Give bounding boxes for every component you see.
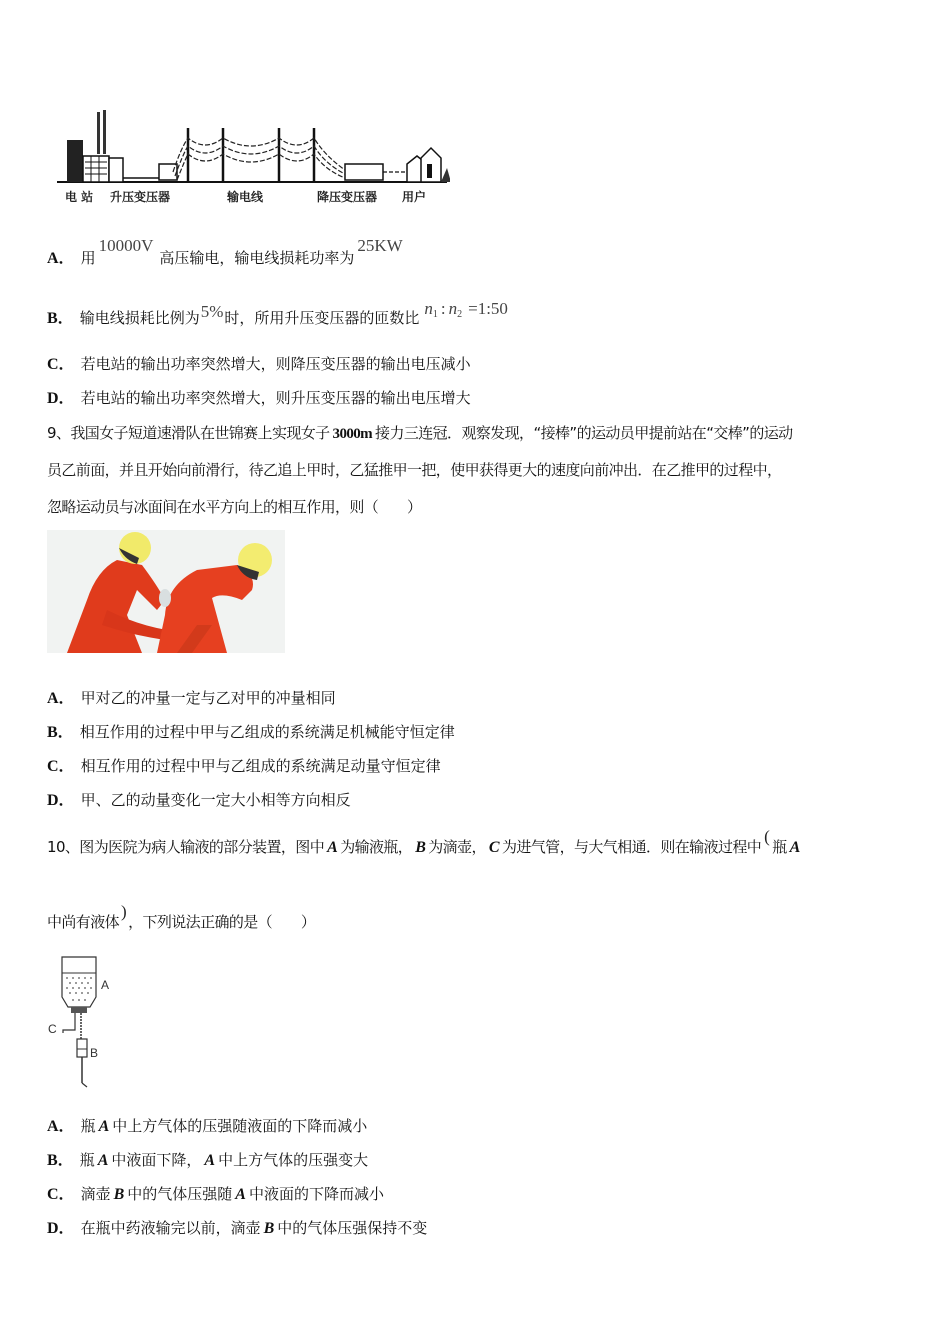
math-power: 25KW — [357, 236, 403, 255]
q9-stem-line2: 员乙前面，并且开始向前滑行，待乙追上甲时，乙猛推甲一把，使甲获得更大的速度向前冲出．在乙推甲的过程中， — [47, 461, 782, 479]
stem-text: 为进气管，与大气相通．则在输液过程中 — [501, 838, 762, 856]
option-text: 相互作用的过程中甲与乙组成的系统满足动量守恒定律 — [80, 757, 441, 775]
option-label: B． — [47, 310, 74, 327]
q10-stem-line2 — [47, 902, 316, 932]
option-label: A． — [47, 690, 75, 707]
label-transmission-line: 输电线 — [227, 190, 264, 204]
math-ratio-sep: : — [440, 299, 446, 318]
q8-option-d[interactable] — [47, 388, 471, 409]
label-step-up-transformer: 升压变压器 — [110, 190, 171, 204]
q8-option-b[interactable] — [47, 299, 508, 331]
stem-text: 中尚有液体 — [47, 913, 120, 931]
stem-text: 接力三连冠．观察发现，“接棒”的运动员甲提前站在“交棒”的运动 — [375, 424, 793, 442]
q9-stem-line1 — [47, 423, 793, 444]
math-n1: n — [424, 299, 433, 318]
option-label: D． — [47, 390, 75, 407]
option-text: 中的气体压强随 — [127, 1185, 233, 1203]
option-text: 若电站的输出功率突然增大，则升压变压器的输出电压增大 — [80, 389, 471, 407]
math-voltage: 10000V — [98, 236, 154, 255]
label-b: B — [90, 1046, 99, 1060]
math-n2: n — [448, 299, 458, 318]
option-text: 中液面的下降而减小 — [248, 1185, 384, 1203]
label-step-down-transformer: 降压变压器 — [317, 190, 378, 204]
option-text: 用 — [80, 249, 96, 267]
var-a: A — [204, 1152, 216, 1169]
q10-option-c[interactable] — [47, 1184, 384, 1205]
option-text: 中的气体压强保持不变 — [277, 1219, 428, 1237]
option-text: 在瓶中药液输完以前，滴壶 — [80, 1219, 261, 1237]
math-ratio-value: =1:50 — [468, 299, 508, 318]
q10-option-d[interactable] — [47, 1218, 427, 1239]
power-transmission-diagram — [55, 108, 450, 188]
option-text: 若电站的输出功率突然增大，则降压变压器的输出电压减小 — [80, 355, 471, 373]
option-label: A． — [47, 250, 75, 267]
label-power-station: 电 站 — [65, 190, 94, 204]
option-text: 中上方气体的压强变大 — [218, 1151, 369, 1169]
stem-text: 为输液瓶， — [340, 838, 413, 856]
option-text: 甲、乙的动量变化一定大小相等方向相反 — [80, 791, 351, 809]
option-label: D． — [47, 1220, 75, 1237]
option-text: 滴壶 — [80, 1185, 111, 1203]
stem-text: 瓶 — [772, 838, 787, 856]
paren-open: ( — [764, 827, 770, 846]
option-label: B． — [47, 724, 74, 741]
q10-stem-line1 — [47, 827, 803, 858]
stem-text: ，下列说法正确的是（ ） — [128, 913, 316, 931]
q9-option-c[interactable] — [47, 756, 441, 777]
option-text: 时，所用升压变压器的匝数比 — [224, 309, 420, 327]
iv-drip-diagram — [45, 955, 125, 1090]
question-number: 10、 — [47, 838, 80, 856]
option-text: 瓶 — [79, 1151, 95, 1169]
option-text: 相互作用的过程中甲与乙组成的系统满足机械能守恒定律 — [79, 723, 455, 741]
q9-stem-line3: 忽略运动员与冰面间在水平方向上的相互作用，则（ ） — [47, 498, 422, 516]
q9-option-d[interactable] — [47, 790, 351, 811]
distance-value: 3000m — [332, 426, 373, 442]
label-c: C — [48, 1022, 57, 1036]
skaters-illustration — [47, 530, 285, 653]
q8-option-a[interactable] — [47, 236, 403, 269]
option-label: C． — [47, 356, 75, 373]
stem-text: 为滴壶， — [428, 838, 486, 856]
speed-skaters-photo — [47, 530, 285, 653]
var-b: B — [415, 839, 426, 856]
option-label: C． — [47, 1186, 75, 1203]
var-c: C — [488, 839, 499, 856]
option-label: A． — [47, 1118, 75, 1135]
option-label: D． — [47, 792, 75, 809]
option-text: 中液面下降， — [111, 1151, 202, 1169]
var-a: A — [97, 1152, 109, 1169]
var-b: B — [263, 1220, 275, 1237]
var-a: A — [789, 839, 800, 856]
option-text: 甲对乙的冲量一定与乙对甲的冲量相同 — [80, 689, 336, 707]
label-user: 用户 — [402, 190, 427, 204]
var-a: A — [235, 1186, 246, 1203]
stem-text: 图为医院为病人输液的部分装置，图中 — [79, 838, 325, 856]
var-b: B — [113, 1186, 125, 1203]
q8-option-c[interactable] — [47, 354, 471, 375]
option-text: 高压输电，输电线损耗功率为 — [159, 249, 355, 267]
option-text: 输电线损耗比例为 — [79, 309, 200, 327]
math-percent: 5% — [200, 302, 224, 321]
q9-option-a[interactable] — [47, 688, 336, 709]
power-transmission-figure — [55, 108, 450, 208]
option-text: 中上方气体的压强随液面的下降而减小 — [112, 1117, 368, 1135]
label-a: A — [101, 978, 110, 992]
q9-option-b[interactable] — [47, 722, 455, 743]
option-label: C． — [47, 758, 75, 775]
option-text: 瓶 — [80, 1117, 96, 1135]
paren-close: ) — [121, 902, 127, 921]
math-sub1: 1 — [432, 309, 438, 320]
var-a: A — [327, 839, 338, 856]
math-sub2: 2 — [457, 309, 463, 320]
iv-drip-figure — [45, 955, 125, 1090]
option-label: B． — [47, 1152, 74, 1169]
q10-option-a[interactable] — [47, 1116, 367, 1137]
q10-option-b[interactable] — [47, 1150, 368, 1171]
var-a: A — [98, 1118, 110, 1135]
stem-text: 我国女子短道速滑队在世锦赛上实现女子 — [70, 424, 330, 442]
question-number: 9、 — [47, 424, 71, 442]
